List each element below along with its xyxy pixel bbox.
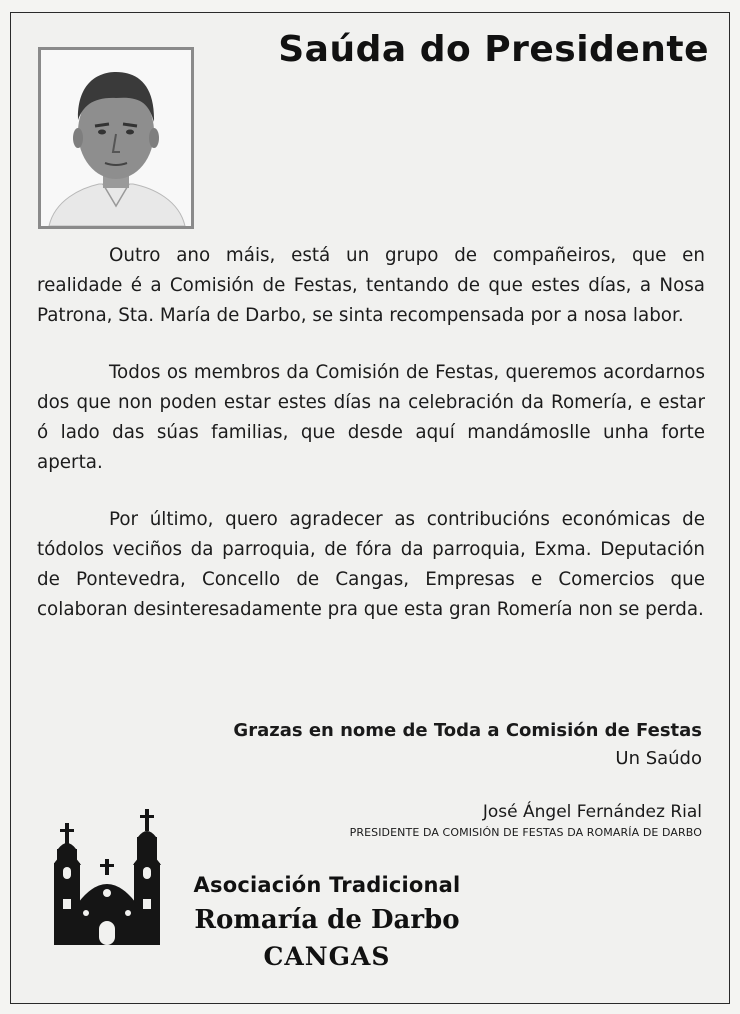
president-portrait [38,47,194,229]
signer-name: José Ángel Fernández Rial [482,802,702,822]
portrait-image [41,50,191,226]
paragraph-1: Outro ano máis, está un grupo de compañeiros, que en realidade é a Comisión de Festas, tentando de que estes días, a Nosa Patrona, Sta. María de Darbo, se sinta recompensada por a nosa labor. [37,245,705,326]
signature-block [350,799,702,841]
thanks-line: Grazas en nome de Toda a Comisión de Festas [233,720,702,741]
closing-block [233,717,702,773]
association-name [177,869,477,975]
association-line-3: CANGAS [263,942,391,971]
page-title: Saúda do Presidente [278,29,709,70]
signer-role: PRESIDENTE DA COMISIÓN DE FESTAS DA ROMARÍA DE DARBO [349,826,702,839]
page-frame [10,12,730,1004]
association-line-2: Romaría de Darbo [194,905,460,935]
message-body [37,241,705,652]
association-line-1: Asociación Tradicional [193,873,461,897]
paragraph-3: Por último, quero agradecer as contribucións económicas de tódolos veciños da parroquia, de fóra da parroquia, Exma. Deputación de Pontevedra, Concello de Cangas, Empresas e Comercios que colaboran desinteresadamente pra que esta gran Romería non se perda. [37,509,705,620]
church-logo-icon [54,809,162,945]
greeting-line: Un Saúdo [615,748,702,769]
paragraph-2: Todos os membros da Comisión de Festas, queremos acordarnos dos que non poden estar estes días na celebración da Romería, e estar ó lado das súas familias, que desde aquí mandámoslle unha forte aperta. [37,362,705,473]
